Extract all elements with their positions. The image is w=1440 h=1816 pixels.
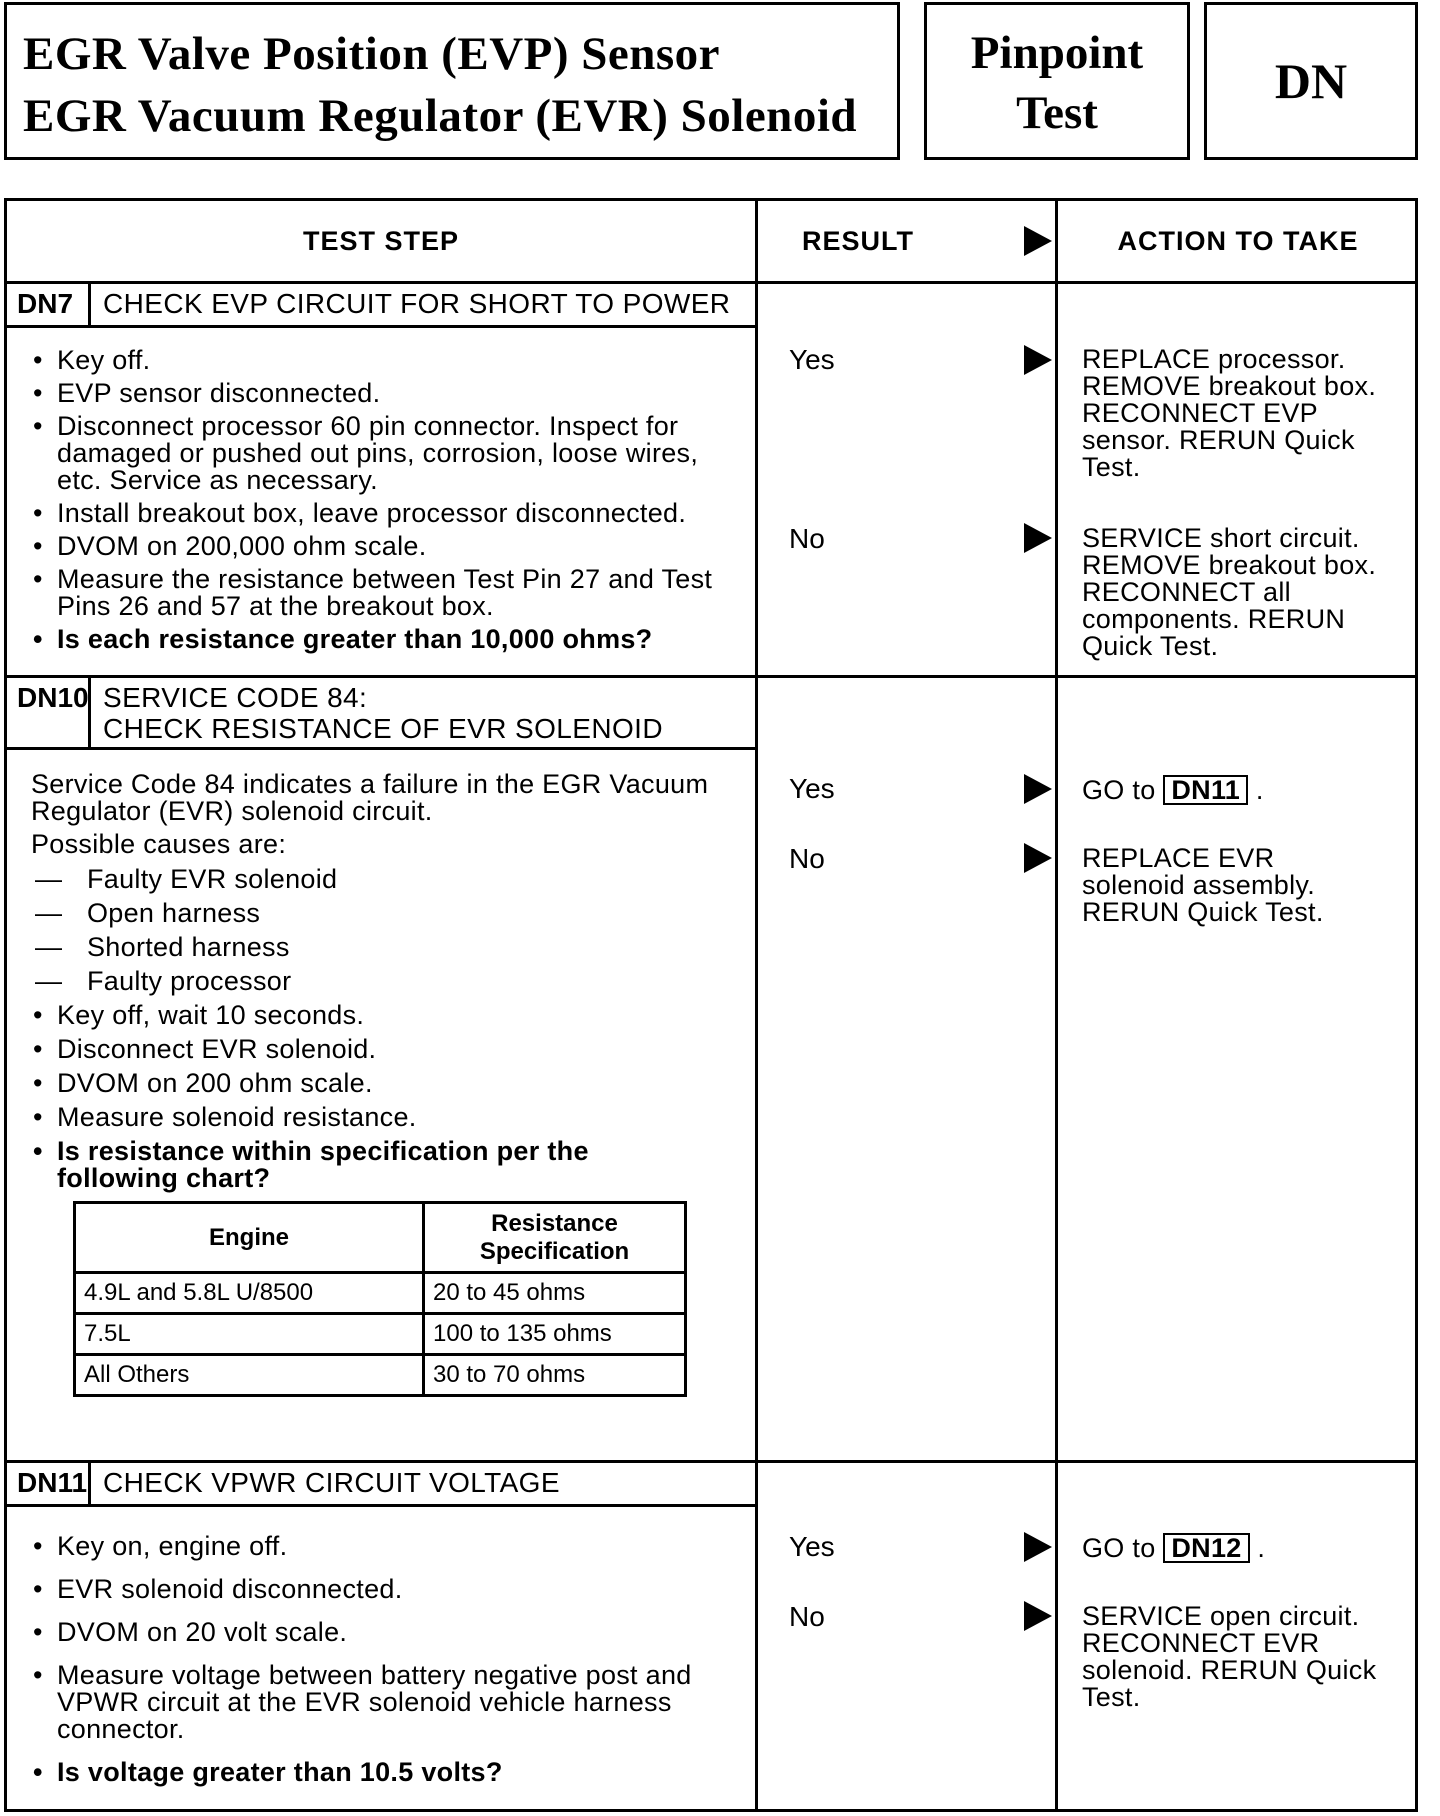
step-title-line: CHECK RESISTANCE OF EVR SOLENOID [103, 713, 663, 744]
pinpoint-line-1: Pinpoint [970, 27, 1144, 79]
step-header-dn11 [7, 1463, 758, 1507]
list-item: • Measure solenoid resistance. [31, 1104, 736, 1131]
column-header-action: ACTION TO TAKE [1117, 225, 1359, 256]
list-item: • DVOM on 20 volt scale. [31, 1619, 736, 1646]
test-code: DN [1274, 53, 1348, 109]
spec-header-engine: Engine [75, 1203, 424, 1273]
step-body-dn7 [31, 347, 736, 653]
result-arrow-icon [1024, 843, 1052, 873]
step-title [91, 678, 673, 747]
action-suffix: . [1255, 775, 1264, 805]
title-line-1: EGR Valve Position (EVP) Sensor [23, 28, 721, 80]
action-prefix: GO to [1082, 1533, 1156, 1563]
test-code-box [1204, 2, 1418, 160]
question-item: • Is each resistance greater than 10,000 ohms? [31, 626, 736, 653]
step-body-dn11 [31, 1533, 736, 1786]
list-item: • Key off, wait 10 seconds. [31, 1002, 736, 1029]
column-divider-2 [1055, 201, 1058, 1809]
step-title: CHECK EVP CIRCUIT FOR SHORT TO POWER [103, 288, 731, 319]
result-yes: Yes [789, 773, 835, 804]
result-arrow-icon [1024, 345, 1052, 375]
result-no: No [789, 523, 825, 554]
column-divider-1 [755, 201, 758, 1809]
step-id: DN11 [7, 1463, 91, 1504]
question-item: • Is voltage greater than 10.5 volts? [31, 1759, 736, 1786]
action-suffix: . [1257, 1533, 1266, 1563]
step-id: DN7 [7, 284, 91, 325]
action-text: REPLACE processor. REMOVE breakout box. RECONNECT EVP sensor. RERUN Quick Test. [1082, 344, 1377, 482]
step-header-dn7 [7, 284, 758, 328]
table-cell: 20 to 45 ohms [424, 1273, 686, 1314]
result-arrow-icon [1024, 1532, 1052, 1562]
step-header-dn10 [7, 678, 758, 750]
result-arrow-icon [1024, 1601, 1052, 1631]
question-item: • Is resistance within specification per the following chart? [31, 1138, 637, 1192]
result-yes: Yes [789, 1531, 835, 1562]
cause-item: — Open harness [31, 900, 736, 927]
intro-text: Possible causes are: [31, 829, 287, 859]
list-item: • Disconnect processor 60 pin connector. Inspect for damaged or pushed out pins, corrosion, loose wires, etc. Service as necessary. [31, 413, 736, 494]
list-item: • DVOM on 200 ohm scale. [31, 1070, 736, 1097]
list-item: • Key on, engine off. [31, 1533, 736, 1560]
action-text [1082, 1533, 1412, 1563]
column-header-test-step: TEST STEP [302, 225, 460, 256]
table-row [75, 1314, 686, 1355]
table-cell: All Others [75, 1355, 424, 1396]
step-id: DN10 [7, 678, 91, 747]
spec-header-resistance: Resistance Specification [424, 1203, 686, 1273]
cause-item: — Shorted harness [31, 934, 736, 961]
cause-item: — Faulty EVR solenoid [31, 866, 736, 893]
result-arrow-icon [1024, 523, 1052, 553]
step-title-line: SERVICE CODE 84: [103, 682, 368, 713]
test-table [4, 198, 1418, 1812]
list-item: • DVOM on 200,000 ohm scale. [31, 533, 736, 560]
result-arrow-icon [1024, 774, 1052, 804]
list-item: • Measure voltage between battery negative post and VPWR circuit at the EVR solenoid vehicle harness connector. [31, 1662, 736, 1743]
step-body-dn10 [31, 771, 736, 1192]
pinpoint-line-2: Test [1016, 87, 1098, 139]
table-cell: 7.5L [75, 1314, 424, 1355]
table-cell: 100 to 135 ohms [424, 1314, 686, 1355]
action-text [1082, 775, 1412, 805]
list-item: • Key off. [31, 347, 736, 374]
list-item: • EVR solenoid disconnected. [31, 1576, 736, 1603]
result-no: No [789, 843, 825, 874]
step-reference-dn12[interactable]: DN12 [1163, 1533, 1249, 1563]
column-header-result: RESULT [802, 225, 914, 256]
list-item: • Disconnect EVR solenoid. [31, 1036, 736, 1063]
step-reference-dn11[interactable]: DN11 [1163, 775, 1248, 805]
table-row [75, 1355, 686, 1396]
intro-text: Service Code 84 indicates a failure in the EGR Vacuum Regulator (EVR) solenoid circuit. [31, 769, 709, 826]
table-row [75, 1273, 686, 1314]
page-title [4, 2, 900, 160]
list-item: • Measure the resistance between Test Pin 27 and Test Pins 26 and 57 at the breakout box. [31, 566, 736, 620]
action-text: SERVICE short circuit. REMOVE breakout box. RECONNECT all components. RERUN Quick Test. [1082, 523, 1377, 661]
header-arrow-icon [1024, 226, 1052, 256]
table-cell: 4.9L and 5.8L U/8500 [75, 1273, 424, 1314]
step-title: CHECK VPWR CIRCUIT VOLTAGE [103, 1467, 560, 1498]
action-text: SERVICE open circuit. RECONNECT EVR solenoid. RERUN Quick Test. [1082, 1601, 1377, 1712]
pinpoint-test-label [924, 2, 1190, 160]
action-prefix: GO to [1082, 775, 1156, 805]
title-line-2: EGR Vacuum Regulator (EVR) Solenoid [23, 90, 858, 142]
action-text: REPLACE EVR solenoid assembly. RERUN Quick Test. [1082, 843, 1324, 927]
result-yes: Yes [789, 344, 835, 375]
list-item: • Install breakout box, leave processor disconnected. [31, 500, 736, 527]
list-item: • EVP sensor disconnected. [31, 380, 736, 407]
result-no: No [789, 1601, 825, 1632]
table-cell: 30 to 70 ohms [424, 1355, 686, 1396]
resistance-spec-table [73, 1201, 687, 1397]
cause-item: — Faulty processor [31, 968, 736, 995]
